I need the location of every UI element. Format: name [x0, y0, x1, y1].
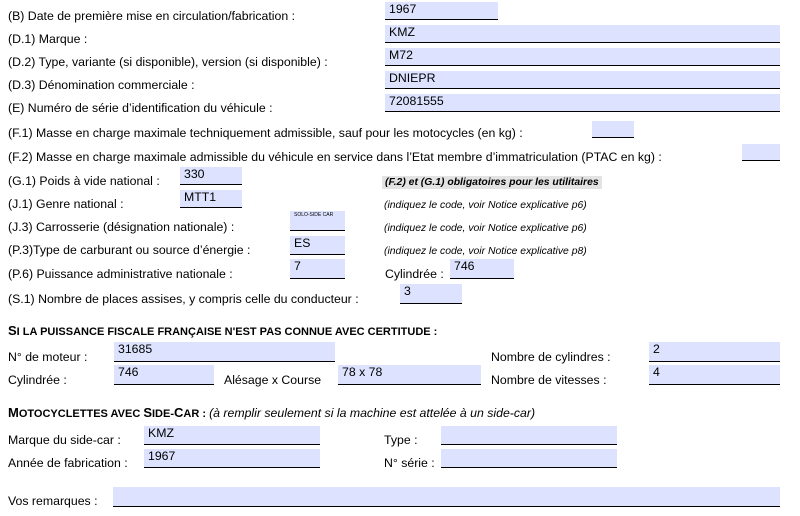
label-g1: (G.1) Poids à vide national :	[8, 174, 160, 188]
field-sidecar-type[interactable]	[441, 426, 617, 445]
field-sidecar-serial[interactable]	[441, 449, 617, 468]
note-code-p6-body: (indiquez le code, voir Notice explicative p6)	[384, 223, 587, 234]
label-d2: (D.2) Type, variante (si disponible), version (si disponible) :	[8, 55, 328, 69]
label-sidecar-year: Année de fabrication :	[8, 456, 128, 470]
label-sidecar-type: Type :	[384, 433, 418, 447]
label-j3: (J.3) Carrosserie (désignation nationale) :	[8, 220, 235, 234]
label-f1: (F.1) Masse en charge maximale techniquement admissible, sauf pour les motocycles (en kg) :	[8, 126, 523, 140]
field-cylinder-count[interactable]: 2	[649, 342, 780, 362]
label-p6: (P.6) Puissance administrative nationale :	[8, 267, 233, 281]
field-commercial-name[interactable]: DNIEPR	[385, 71, 780, 89]
field-first-registration-date[interactable]: 1967	[385, 2, 498, 20]
field-brand[interactable]: KMZ	[385, 25, 780, 43]
label-bore-stroke: Alésage x Course	[224, 373, 322, 387]
note-code-p6-genre: (indiquez le code, voir Notice explicative p6)	[384, 200, 587, 211]
label-j1: (J.1) Genre national :	[8, 197, 124, 211]
field-max-mass-technical[interactable]	[592, 121, 634, 138]
field-gear-count[interactable]: 4	[649, 365, 780, 385]
field-bore-stroke[interactable]: 78 x 78	[338, 365, 481, 385]
field-fiscal-power[interactable]: 7	[290, 259, 345, 279]
field-displacement[interactable]: 746	[114, 365, 214, 385]
label-engine-number: N° de moteur :	[8, 350, 88, 364]
field-sidecar-year[interactable]: 1967	[144, 449, 320, 468]
label-p3: (P.3)Type de carburant ou source d’énergie :	[8, 243, 251, 257]
field-ptac[interactable]	[742, 144, 780, 161]
label-gear-count: Nombre de vitesses :	[491, 373, 607, 387]
field-engine-number[interactable]: 31685	[114, 342, 335, 362]
label-s1: (S.1) Nombre de places assises, y compris celle du conducteur :	[8, 292, 359, 306]
label-f2: (F.2) Masse en charge maximale admissible du véhicule en service dans l’Etat membre d’immatriculation (PTAC en kg) :	[8, 150, 662, 164]
label-d1: (D.1) Marque :	[8, 32, 88, 46]
field-empty-weight[interactable]: 330	[180, 167, 242, 185]
label-sidecar-serial: N° série :	[384, 456, 435, 470]
field-vin[interactable]: 72081555	[385, 94, 780, 112]
field-fuel-type[interactable]: ES	[290, 236, 345, 255]
label-b: (B) Date de première mise en circulation/fabrication :	[8, 9, 296, 23]
label-cylindree-p6: Cylindrée :	[385, 267, 444, 281]
label-displacement: Cylindrée :	[8, 373, 67, 387]
note-code-p8-fuel: (indiquez le code, voir Notice explicative p8)	[384, 246, 587, 257]
label-e: (E) Numéro de série d’identification du véhicule :	[8, 101, 273, 115]
field-national-genre[interactable]: MTT1	[180, 190, 242, 208]
label-sidecar-brand: Marque du side-car :	[8, 433, 121, 447]
section-title-fiscal: SI LA PUISSANCE FISCALE FRANÇAISE N'EST PAS CONNUE AVEC CERTITUDE :	[8, 323, 438, 338]
field-body-type[interactable]: SOLO-SIDE CAR	[290, 211, 345, 231]
field-cylindree-p6[interactable]: 746	[450, 259, 514, 279]
label-cylinder-count: Nombre de cylindres :	[491, 350, 611, 364]
section-title-sidecar: MOTOCYCLETTES AVEC SIDE-CAR : (à remplir seulement si la machine est attelée à un side-car)	[8, 405, 536, 420]
field-seats[interactable]: 3	[400, 284, 462, 304]
note-mandatory-utility: (F.2) et (G.1) obligatoires pour les utilitaires	[382, 176, 602, 189]
label-d3: (D.3) Dénomination commerciale :	[8, 78, 195, 92]
field-remarks[interactable]	[113, 487, 780, 507]
field-type-variant-version[interactable]: M72	[385, 48, 780, 66]
label-remarks: Vos remarques :	[8, 494, 98, 508]
field-sidecar-brand[interactable]: KMZ	[144, 426, 320, 445]
